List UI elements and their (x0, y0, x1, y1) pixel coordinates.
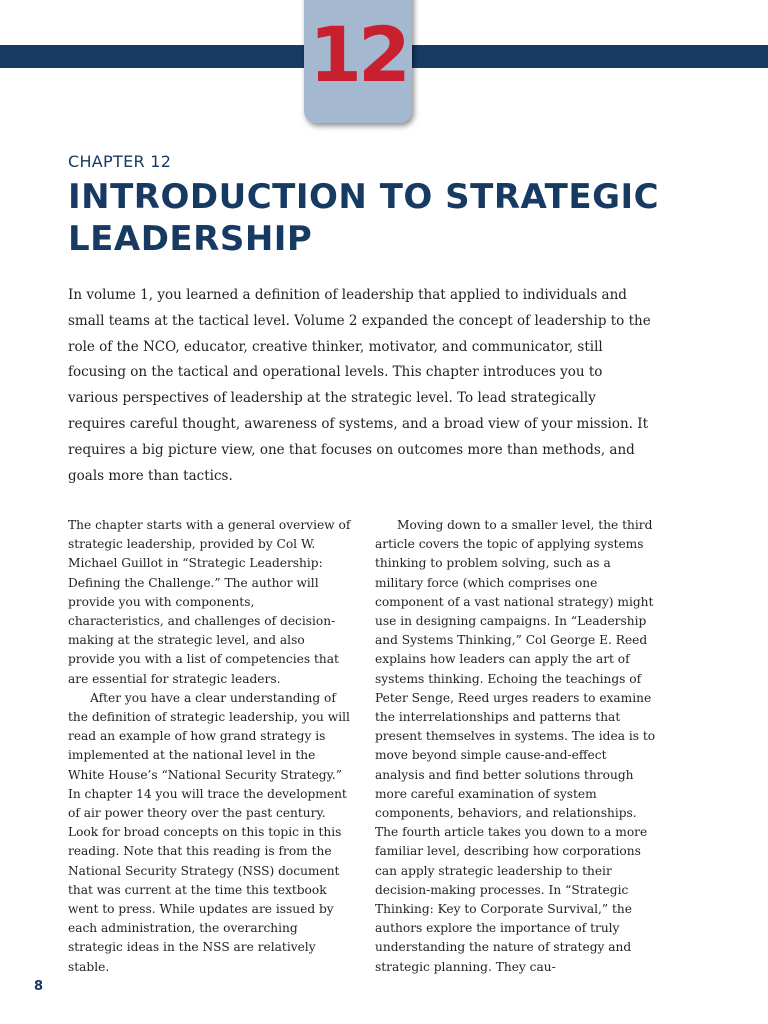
body-paragraph: The chapter starts with a general overview of strategic leadership, provided by Col W. Michael Guillot in “Strategic Leadership: Defining the Challenge.” The author will provide you with components, characteristics, and challenges of decision-making at the strategic level, and also provide you with a list of competencies that are essential for strategic leaders. (68, 518, 351, 686)
title-line-2: LEADERSHIP (68, 219, 313, 259)
chapter-label: CHAPTER 12 (68, 152, 172, 171)
title-line-1: INTRODUCTION TO STRATEGIC (68, 177, 660, 217)
chapter-number-tab (304, 0, 412, 123)
intro-paragraph: In volume 1, you learned a definition of leadership that applied to individuals and small teams at the tactical level. Volume 2 expanded the concept of leadership to the role of the NCO, educator, creative thinker, motivator, and communicator, still focusing on the tactical and operational levels. This chapter introduces you to various perspectives of leadership at the strategic level. To lead strategically requires careful thought, awareness of systems, and a broad view of your mission. It requires a big picture view, one that focuses on outcomes more than methods, and goals more than tactics. (68, 287, 651, 484)
body-paragraph: Moving down to a smaller level, the third article covers the topic of applying systems thinking to problem solving, such as a military force (which comprises one component of a vast national strategy) might use in designing campaigns. In “Leadership and Systems Thinking,” Col George E. Reed explains how leaders can apply the art of systems thinking. Echoing the teachings of Peter Senge, Reed urges readers to examine the interrelationships and patterns that present themselves in systems. The idea is to move beyond simple cause-and-effect analysis and find better solutions through more careful examination of system components, behaviors, and relationships. (375, 518, 656, 821)
body-paragraph: After you have a clear understanding of the definition of strategic leadership, you will read an example of how grand strategy is implemented at the national level in the White House’s “National Security Strategy.” In chapter 14 you will trace the development of air power theory over the past century. Look for broad concepts on this topic in this reading. Note that this reading is from the National Security Strategy (NSS) document that was current at the time this textbook went to press. While updates are issued by each administration, the overarching strategic ideas in the NSS are relatively stable. (68, 690, 350, 974)
chapter-number: 12 (309, 10, 407, 99)
page-title (68, 176, 708, 260)
right-column (375, 516, 658, 977)
body-paragraph: The fourth article takes you down to a more familiar level, describing how corporations can apply strategic leadership to their decision-making processes. In “Strategic Thinking: Key to Corporate Survival,” the authors explore the importance of truly understanding the nature of strategy and strategic planning. They cau- (375, 825, 648, 974)
page-number: 8 (34, 979, 44, 994)
left-column (68, 516, 351, 977)
